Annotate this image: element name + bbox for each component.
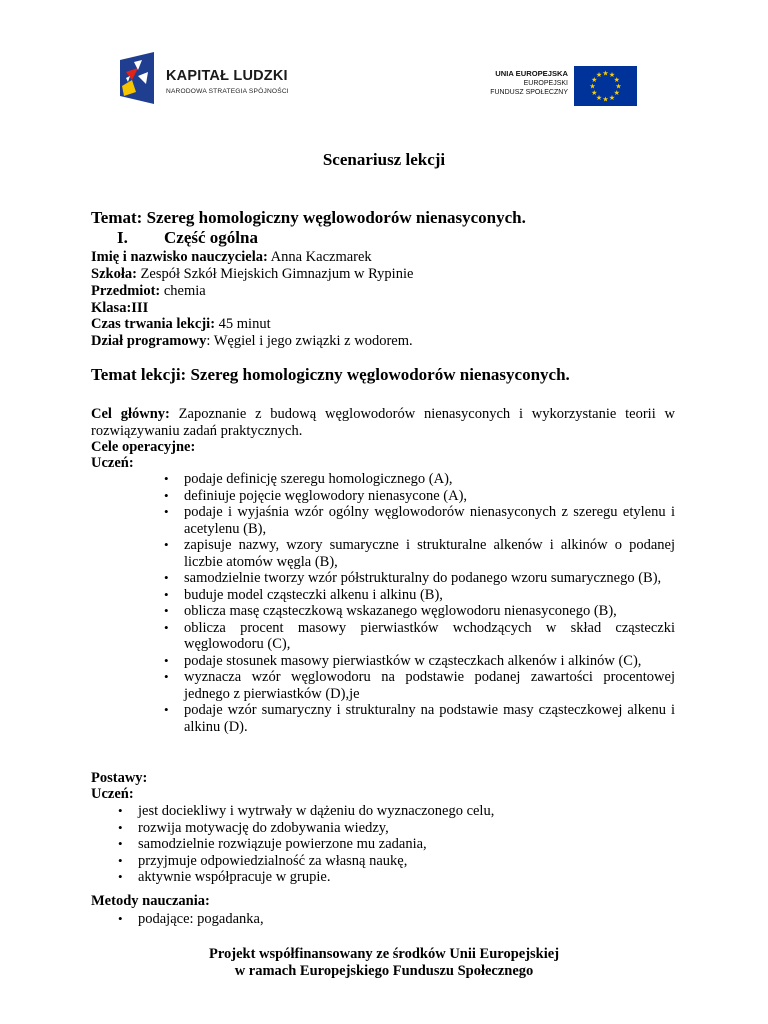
field-value: Anna Kaczmarek: [267, 249, 372, 265]
eu-star-icon: ★: [613, 89, 620, 97]
list-item: • podaje i wyjaśnia wzór ogólny węglowodorów nienasyconych z szeregu etylenu i acetylenu (B),: [184, 504, 675, 537]
eu-star-icon: ★: [608, 71, 616, 80]
field-class: [91, 300, 148, 317]
eu-star-icon: ★: [595, 93, 603, 102]
field-value: Zespół Szkół Miejskich Gimnazjum w Rypinie: [136, 266, 414, 282]
eu-flag-icon: [574, 66, 637, 106]
document-title: Scenariusz lekcji: [322, 150, 446, 169]
list-item: • zapisuje nazwy, wzory sumaryczne i strukturalne alkenów i alkinów o podanej liczbie atomów węgla (B),: [184, 537, 675, 570]
list-item: • oblicza masę cząsteczkową wskazanego węglowodoru nienasyconego (B),: [184, 603, 675, 620]
eu-star-icon: ★: [608, 93, 616, 102]
list-item: • podające: pogadanka,: [138, 911, 588, 928]
eu-star-icon: ★: [591, 76, 598, 84]
attitudes-student-label: Uczeń:: [91, 786, 134, 802]
list-item: • samodzielnie rozwiązuje powierzone mu zadania,: [138, 836, 588, 853]
main-goal-label: Cel główny:: [91, 406, 170, 422]
teaching-methods-list: [138, 911, 588, 928]
list-item: • rozwija motywację do zdobywania wiedzy,: [138, 820, 588, 837]
kapital-ludzki-subtitle: NARODOWA STRATEGIA SPÓJNOŚCI: [166, 88, 289, 95]
list-item: • buduje model cząsteczki alkenu i alkinu (B),: [184, 587, 675, 604]
field-value: chemia: [160, 283, 206, 299]
topic-value: Szereg homologiczny węglowodorów nienasyconych.: [146, 208, 526, 227]
list-item: • podaje definicję szeregu homologicznego (A),: [184, 471, 675, 488]
student-label: Uczeń:: [91, 455, 134, 471]
footer-line2: w ramach Europejskiego Funduszu Społecznego: [234, 963, 534, 979]
section-heading: [117, 230, 258, 247]
field-label: Imię i nazwisko nauczyciela:: [91, 249, 268, 265]
field-label: Przedmiot:: [91, 283, 161, 299]
topic-heading: [91, 210, 526, 227]
eu-star-icon: ★: [602, 69, 609, 78]
attitudes-label: Postawy:: [91, 770, 148, 786]
kapital-ludzki-title: KAPITAŁ LUDZKI: [166, 68, 288, 84]
field-value: 45 minut: [215, 316, 271, 332]
lesson-topic-heading: Temat lekcji: Szereg homologiczny węglowodorów nienasyconych.: [91, 365, 570, 384]
list-item: • jest dociekliwy i wytrwały w dążeniu do wyznaczonego celu,: [138, 803, 588, 820]
footer: [0, 946, 768, 980]
footer-line1: Projekt współfinansowany ze środków Unii Europejskiej: [208, 946, 560, 962]
kapital-ludzki-logo: [118, 50, 318, 112]
field-label: Dział programowy: [91, 333, 207, 349]
main-goal: [91, 406, 675, 439]
eu-star-icon: ★: [613, 76, 620, 84]
operational-goals-label: Cele operacyjne:: [91, 439, 196, 455]
eu-star-icon: ★: [591, 89, 598, 97]
field-label: Czas trwania lekcji:: [91, 316, 216, 332]
list-item: • oblicza procent masowy pierwiastków wchodzących w skład cząsteczki węglowodoru (C),: [184, 620, 675, 653]
eu-star-icon: ★: [602, 95, 609, 104]
eu-logo: [470, 63, 640, 109]
section-number: I.: [117, 228, 128, 247]
teaching-methods-label: Metody nauczania:: [91, 893, 210, 909]
main-goal-text: Zapoznanie z budową węglowodorów nienasyconych i wykorzystanie teorii w rozwiązywaniu zadań praktycznych.: [91, 406, 675, 439]
section-title: Część ogólna: [164, 228, 258, 247]
topic-label: Temat:: [91, 208, 143, 227]
list-item: • podaje stosunek masowy pierwiastków w cząsteczkach alkenów i alkinów (C),: [184, 653, 675, 670]
field-program-section: [91, 333, 413, 350]
field-label: Klasa:III: [91, 300, 149, 316]
list-item: • przyjmuje odpowiedzialność za własną naukę,: [138, 853, 588, 870]
field-value: : Węgiel i jego związki z wodorem.: [206, 333, 413, 349]
field-label: Szkoła:: [91, 266, 137, 282]
operational-goals-list: [184, 471, 675, 735]
list-item: • samodzielnie tworzy wzór półstrukturalny do podanego wzoru sumarycznego (B),: [184, 570, 675, 587]
attitudes-list: [138, 803, 588, 886]
eu-logo-line2: EUROPEJSKI: [523, 80, 568, 87]
eu-star-icon: ★: [595, 71, 603, 80]
kapital-ludzki-emblem-icon: [118, 50, 156, 106]
list-item: • wyznacza wzór węglowodoru na podstawie podanej zawartości procentowej jednego z pierwiastków (D),je: [184, 669, 675, 702]
eu-logo-line3: FUNDUSZ SPOŁECZNY: [490, 89, 568, 96]
eu-star-icon: ★: [615, 82, 622, 91]
eu-star-icon: ★: [589, 82, 596, 91]
list-item: • podaje wzór sumaryczny i strukturalny na podstawie masy cząsteczkowej alkenu i alkinu (D).: [184, 702, 675, 735]
field-teacher: [91, 249, 372, 266]
field-subject: [91, 283, 206, 300]
field-duration: [91, 316, 271, 333]
list-item: • definiuje pojęcie węglowodory nienasycone (A),: [184, 488, 675, 505]
list-item: • aktywnie współpracuje w grupie.: [138, 869, 588, 886]
eu-logo-line1: UNIA EUROPEJSKA: [495, 69, 568, 78]
field-school: [91, 266, 413, 283]
